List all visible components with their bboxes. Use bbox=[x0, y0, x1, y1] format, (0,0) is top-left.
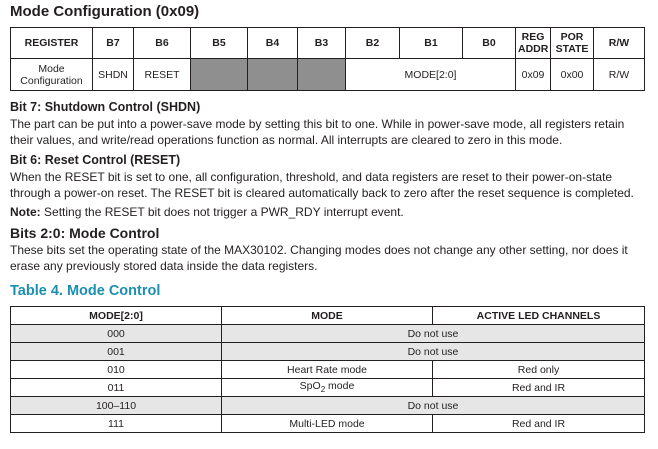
section-title: Mode Configuration (0x09) bbox=[10, 3, 200, 20]
register-table bbox=[10, 27, 645, 91]
cell-b5-reserved bbox=[191, 59, 248, 91]
cell-mode: Multi-LED mode bbox=[222, 415, 433, 433]
header-b0: B0 bbox=[463, 28, 516, 59]
header-b5: B5 bbox=[191, 28, 248, 59]
cell-reg-addr: 0x09 bbox=[516, 59, 551, 91]
header-mode: MODE bbox=[222, 307, 433, 325]
register-data-row bbox=[11, 59, 645, 91]
spo2-prefix: SpO bbox=[299, 380, 321, 393]
cell-channels: Red and IR bbox=[433, 379, 645, 397]
cell-por-state: 0x00 bbox=[551, 59, 594, 91]
table-row bbox=[11, 397, 645, 415]
bit7-text: The part can be put into a power-save mode by setting this bit to one. While in power-save mode, all registers retain their values, and write/read operations function as normal. All interrupts are cleared to zero in this mode. bbox=[10, 117, 625, 147]
note-text: Setting the RESET bit does not trigger a PWR_RDY interrupt event. bbox=[44, 205, 404, 219]
cell-channels: Red only bbox=[433, 361, 645, 379]
header-b6: B6 bbox=[134, 28, 191, 59]
mode-table-header-row bbox=[11, 307, 645, 325]
register-header-row bbox=[11, 28, 645, 59]
cell-rw: R/W bbox=[594, 59, 645, 91]
cell-mode-code: 001 bbox=[11, 343, 222, 361]
spo2-suffix: mode bbox=[325, 380, 355, 393]
bits20-text: These bits set the operating state of the MAX30102. Changing modes does not change any other setting, nor does it erase any previously stored data inside the data registers. bbox=[10, 243, 628, 273]
cell-channels: Red and IR bbox=[433, 415, 645, 433]
header-reg-addr: REG ADDR bbox=[516, 28, 551, 59]
cell-b6-reset: RESET bbox=[134, 59, 191, 91]
cell-mode-merged: Do not use bbox=[222, 325, 645, 343]
table4-title: Table 4. Mode Control bbox=[10, 283, 161, 299]
table-row bbox=[11, 325, 645, 343]
cell-mode-merged: Do not use bbox=[222, 343, 645, 361]
bit6-title: Bit 6: Reset Control (RESET) bbox=[10, 153, 181, 167]
bit7-title: Bit 7: Shutdown Control (SHDN) bbox=[10, 100, 201, 114]
cell-mode bbox=[222, 379, 433, 397]
cell-mode: Heart Rate mode bbox=[222, 361, 433, 379]
table-row bbox=[11, 379, 645, 397]
header-b7: B7 bbox=[93, 28, 134, 59]
header-rw: R/W bbox=[594, 28, 645, 59]
cell-b7-shdn: SHDN bbox=[93, 59, 134, 91]
header-por-state: POR STATE bbox=[551, 28, 594, 59]
table-row bbox=[11, 415, 645, 433]
cell-b3-reserved bbox=[298, 59, 346, 91]
spo2-subscript: 2 bbox=[320, 385, 326, 395]
bit6-text: When the RESET bit is set to one, all configuration, threshold, and data registers are reset to their power-on-state through a power-on reset. The RESET bit is cleared automatically back to zero after the reset sequence is completed. bbox=[10, 170, 634, 200]
header-b1: B1 bbox=[400, 28, 463, 59]
header-mode-code: MODE[2:0] bbox=[11, 307, 222, 325]
cell-mode-field: MODE[2:0] bbox=[346, 59, 516, 91]
cell-mode-code: 010 bbox=[11, 361, 222, 379]
cell-mode-code: 111 bbox=[11, 415, 222, 433]
header-b2: B2 bbox=[346, 28, 400, 59]
header-b3: B3 bbox=[298, 28, 346, 59]
header-active-led-channels: ACTIVE LED CHANNELS bbox=[433, 307, 645, 325]
table-row bbox=[11, 361, 645, 379]
mode-control-table bbox=[10, 306, 645, 433]
note bbox=[10, 205, 404, 219]
cell-register-name: Mode Configuration bbox=[11, 59, 93, 91]
cell-mode-code: 100–110 bbox=[11, 397, 222, 415]
note-label: Note: bbox=[10, 205, 41, 219]
cell-b4-reserved bbox=[248, 59, 298, 91]
table-row bbox=[11, 343, 645, 361]
cell-mode-code: 000 bbox=[11, 325, 222, 343]
header-b4: B4 bbox=[248, 28, 298, 59]
cell-mode-merged: Do not use bbox=[222, 397, 645, 415]
bits20-title: Bits 2:0: Mode Control bbox=[10, 225, 160, 241]
cell-mode-code: 011 bbox=[11, 379, 222, 397]
header-register: REGISTER bbox=[11, 28, 93, 59]
